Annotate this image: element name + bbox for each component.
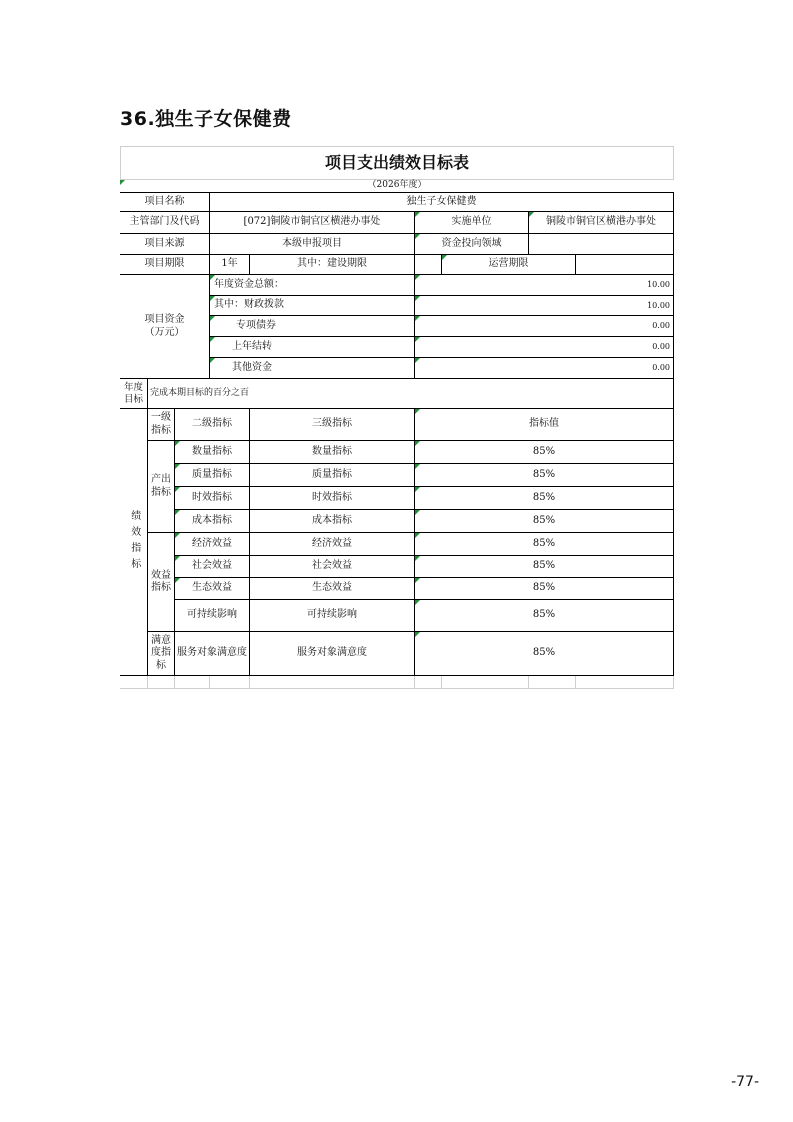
dept-value: [072]铜陵市铜官区横港办事处 [210,212,415,234]
empty-cell [120,676,148,689]
page-number: -77- [731,1074,759,1090]
performance-table [120,146,674,689]
empty-cell [415,676,442,689]
output-indicators-text: 产出 指标 [151,474,171,498]
annual-goal-label [120,379,148,409]
invest-label: 资金投向领域 [415,234,529,255]
indicator-l3: 经济效益 [250,533,415,556]
indicator-l2: 时效指标 [175,487,250,510]
benefit-indicators-text: 效益 指标 [151,569,171,593]
perf-indicators-label [120,409,148,676]
level1-header [148,409,175,441]
indicator-value: 85% [415,578,674,600]
empty-cell [576,676,674,689]
operation-value [576,255,674,275]
empty-cell [210,676,250,689]
indicator-value: 85% [415,632,674,676]
annual-goal-value: 完成本期目标的百分之百 [148,379,674,409]
construction-label: 其中：建设期限 [250,255,415,275]
empty-cell [529,676,576,689]
perf-indicators-text: 绩效指标 [128,510,140,574]
satisfaction-indicators-label [148,632,175,676]
year-label: （2026年度） [120,180,674,193]
fund-other-label: 其他资金 [210,358,415,379]
indicator-l3: 可持续影响 [250,600,415,632]
table-title: 项目支出绩效目标表 [120,146,674,180]
indicator-l2: 质量指标 [175,464,250,487]
level3-header: 三级指标 [250,409,415,441]
funds-label-text: 项目资金 （万元） [144,314,185,338]
indicator-l2: 生态效益 [175,578,250,600]
satisfaction-indicators-text: 满意 度指 标 [151,634,171,671]
indicator-value: 85% [415,600,674,632]
indicator-l3: 服务对象满意度 [250,632,415,676]
fund-fiscal-label: 其中：财政拨款 [210,296,415,316]
indicator-value: 85% [415,556,674,578]
dept-label: 主管部门及代码 [120,212,210,234]
period-label: 项目期限 [120,255,210,275]
source-value: 本级申报项目 [210,234,415,255]
indicator-value: 85% [415,533,674,556]
fund-total-label: 年度资金总额： [210,275,415,296]
impl-unit-label: 实施单位 [415,212,529,234]
indicator-value: 85% [415,487,674,510]
level2-header: 二级指标 [175,409,250,441]
funds-label [120,275,210,379]
section-heading: 36.独生子女保健费 [120,108,292,130]
fund-other-value: 0.00 [415,358,674,379]
project-name-value: 独生子女保健费 [210,193,674,212]
empty-cell [175,676,210,689]
indicator-value: 85% [415,441,674,464]
project-name-label: 项目名称 [120,193,210,212]
period-value: 1年 [210,255,250,275]
fund-total-value: 10.00 [415,275,674,296]
indicator-l3: 生态效益 [250,578,415,600]
indicator-l2: 成本指标 [175,510,250,533]
empty-cell [250,676,415,689]
indicator-l2: 社会效益 [175,556,250,578]
invest-value [529,234,674,255]
value-header: 指标值 [415,409,674,441]
fund-bond-value: 0.00 [415,316,674,337]
indicator-value: 85% [415,464,674,487]
output-indicators-label [148,441,175,533]
benefit-indicators-label [148,533,175,632]
indicator-l2: 可持续影响 [175,600,250,632]
fund-carryover-value: 0.00 [415,337,674,358]
fund-carryover-label: 上年结转 [210,337,415,358]
construction-value [415,255,442,275]
indicator-l2: 数量指标 [175,441,250,464]
indicator-l2: 服务对象满意度 [175,632,250,676]
indicator-value: 85% [415,510,674,533]
indicator-l3: 质量指标 [250,464,415,487]
operation-label: 运营期限 [442,255,576,275]
indicator-l3: 社会效益 [250,556,415,578]
empty-cell [148,676,175,689]
fund-fiscal-value: 10.00 [415,296,674,316]
indicator-l3: 数量指标 [250,441,415,464]
source-label: 项目来源 [120,234,210,255]
annual-goal-label-text: 年度 目标 [123,381,143,405]
empty-cell [442,676,529,689]
fund-bond-label: 专项债券 [210,316,415,337]
indicator-l2: 经济效益 [175,533,250,556]
level1-header-text: 一级 指标 [151,412,171,436]
indicator-l3: 时效指标 [250,487,415,510]
impl-unit-value: 铜陵市铜官区横港办事处 [529,212,674,234]
indicator-l3: 成本指标 [250,510,415,533]
